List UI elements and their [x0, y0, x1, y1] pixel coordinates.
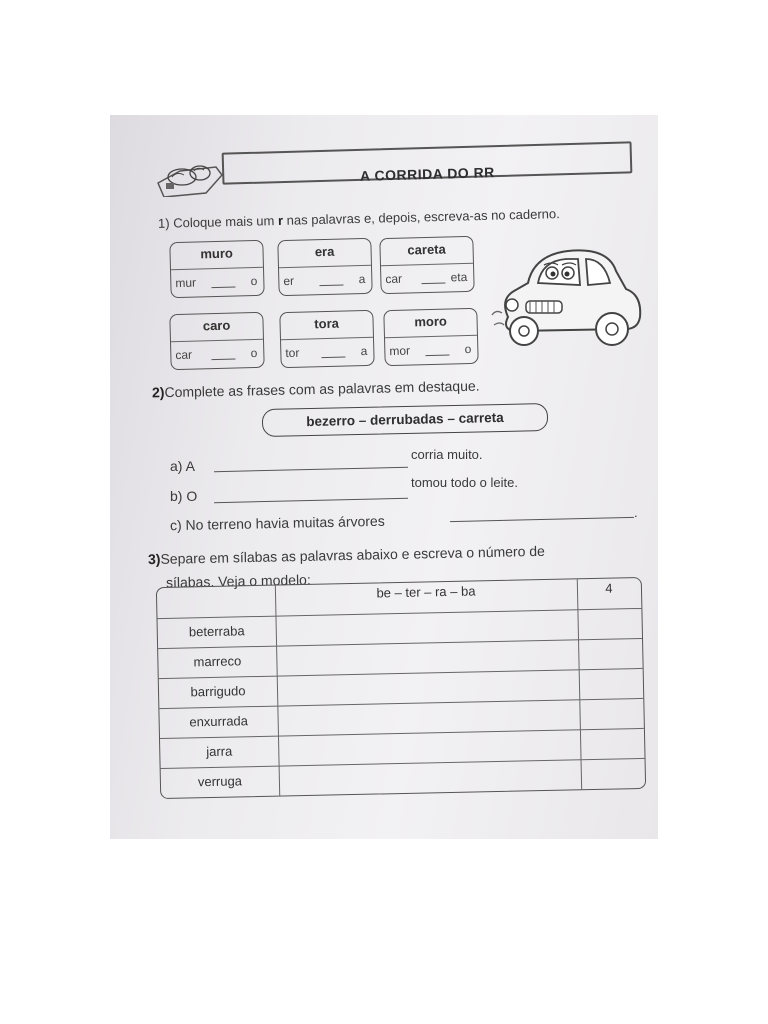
word-box-divider	[385, 335, 477, 338]
word-prefix: tor	[285, 345, 300, 361]
word-prefix: mur	[175, 275, 197, 291]
model-syllables: be – ter – ra – ba	[376, 583, 476, 601]
syllable-table	[156, 577, 646, 799]
word-box-word: careta	[407, 241, 446, 258]
word-label: jarra	[206, 743, 233, 760]
item-label: a)	[170, 458, 183, 474]
blank-line[interactable]	[319, 285, 343, 287]
answer-line-b[interactable]	[214, 498, 408, 503]
question-3-line-1	[148, 543, 545, 567]
question-3-text: Separe em sílabas as palavras abaixo e escreva o número de	[160, 542, 546, 567]
word-bank-text: bezerro – derrubadas – carreta	[306, 409, 504, 430]
word-box-word: muro	[200, 245, 234, 262]
word-prefix: er	[283, 273, 295, 289]
word-box-fill	[175, 345, 259, 363]
word-cell	[159, 676, 279, 708]
word-box-careta	[379, 236, 474, 294]
word-cell	[157, 616, 277, 648]
word-box-fill	[285, 343, 369, 361]
count-cell[interactable]	[579, 668, 644, 699]
count-cell[interactable]	[577, 608, 642, 639]
question-1-text-a: Coloque mais um	[173, 212, 279, 231]
word-suffix: o	[464, 341, 472, 357]
syllable-cell[interactable]	[279, 759, 583, 795]
flags-icon	[156, 153, 228, 197]
blank-line[interactable]	[211, 287, 235, 289]
item-lead: No terreno havia muitas árvores	[185, 512, 385, 533]
item-label: c)	[169, 517, 182, 534]
question-1-letter: r	[277, 212, 284, 228]
word-box-word: tora	[314, 315, 340, 332]
word-box-divider	[279, 265, 371, 268]
count-cell[interactable]	[578, 638, 643, 669]
word-box-fill	[385, 269, 469, 287]
word-cell	[157, 586, 277, 618]
word-box-word: moro	[414, 313, 448, 330]
question-1-number: 1)	[157, 215, 170, 231]
word-box-word: era	[314, 243, 335, 260]
blank-line[interactable]	[421, 283, 445, 285]
word-suffix: eta	[450, 269, 468, 285]
blank-line[interactable]	[425, 355, 449, 357]
word-cell	[158, 646, 278, 678]
question-2-text: Complete as frases com as palavras em destaque.	[164, 377, 480, 401]
word-cell	[159, 706, 279, 738]
item-c-tail: .	[634, 505, 638, 520]
word-box-tora	[279, 310, 374, 368]
count-cell[interactable]	[579, 698, 644, 729]
item-a	[170, 458, 195, 474]
word-prefix: car	[175, 347, 193, 363]
answer-line-c[interactable]	[450, 517, 634, 522]
count-cell	[577, 578, 642, 609]
word-cell	[161, 766, 281, 798]
blank-line[interactable]	[321, 357, 345, 359]
question-3-line-2: sílabas. Veja o modelo:	[165, 571, 311, 591]
word-box-caro	[169, 312, 264, 370]
item-c	[170, 513, 385, 533]
item-lead: A	[185, 458, 195, 474]
question-1-text-b: nas palavras e, depois, escreva-as no caderno.	[282, 206, 560, 228]
word-cell	[160, 736, 280, 768]
word-box-era	[277, 238, 372, 296]
count-cell[interactable]	[580, 728, 645, 759]
blank-line[interactable]	[211, 359, 235, 361]
word-box-fill	[175, 273, 259, 291]
word-box-muro	[169, 240, 264, 298]
page-title: A CORRIDA DO RR	[359, 164, 495, 184]
question-2-number: 2)	[151, 384, 165, 401]
item-lead: O	[186, 488, 198, 504]
photo-frame	[110, 115, 658, 839]
word-box-fill	[389, 341, 473, 359]
question-2	[152, 378, 480, 401]
word-label: beterraba	[188, 623, 245, 640]
word-box-divider	[281, 337, 373, 340]
item-label: b)	[170, 488, 183, 504]
word-prefix: car	[385, 271, 403, 287]
word-label: verruga	[197, 773, 243, 790]
word-suffix: a	[358, 271, 366, 287]
item-b	[170, 488, 197, 504]
model-count: 4	[605, 580, 613, 596]
word-label: enxurrada	[189, 713, 249, 730]
word-box-divider	[171, 267, 263, 270]
word-box-word: caro	[202, 317, 231, 334]
question-3-number: 3)	[147, 550, 161, 568]
word-bank	[262, 403, 549, 437]
word-suffix: a	[360, 343, 368, 359]
item-a-tail: corria muito.	[411, 447, 483, 462]
word-suffix: o	[250, 273, 258, 289]
word-box-divider	[381, 263, 473, 266]
word-suffix: o	[250, 345, 258, 361]
question-1	[158, 206, 560, 231]
item-b-tail: tomou todo o leite.	[411, 475, 518, 490]
word-box-fill	[283, 271, 367, 289]
answer-line-a[interactable]	[214, 467, 408, 472]
word-box-moro	[383, 308, 478, 366]
worksheet-page	[110, 115, 658, 839]
count-cell[interactable]	[581, 758, 646, 789]
car-illustration	[490, 239, 650, 349]
word-prefix: mor	[389, 343, 411, 359]
word-box-divider	[171, 339, 263, 342]
word-label: barrigudo	[190, 683, 246, 700]
word-label: marreco	[193, 653, 242, 670]
